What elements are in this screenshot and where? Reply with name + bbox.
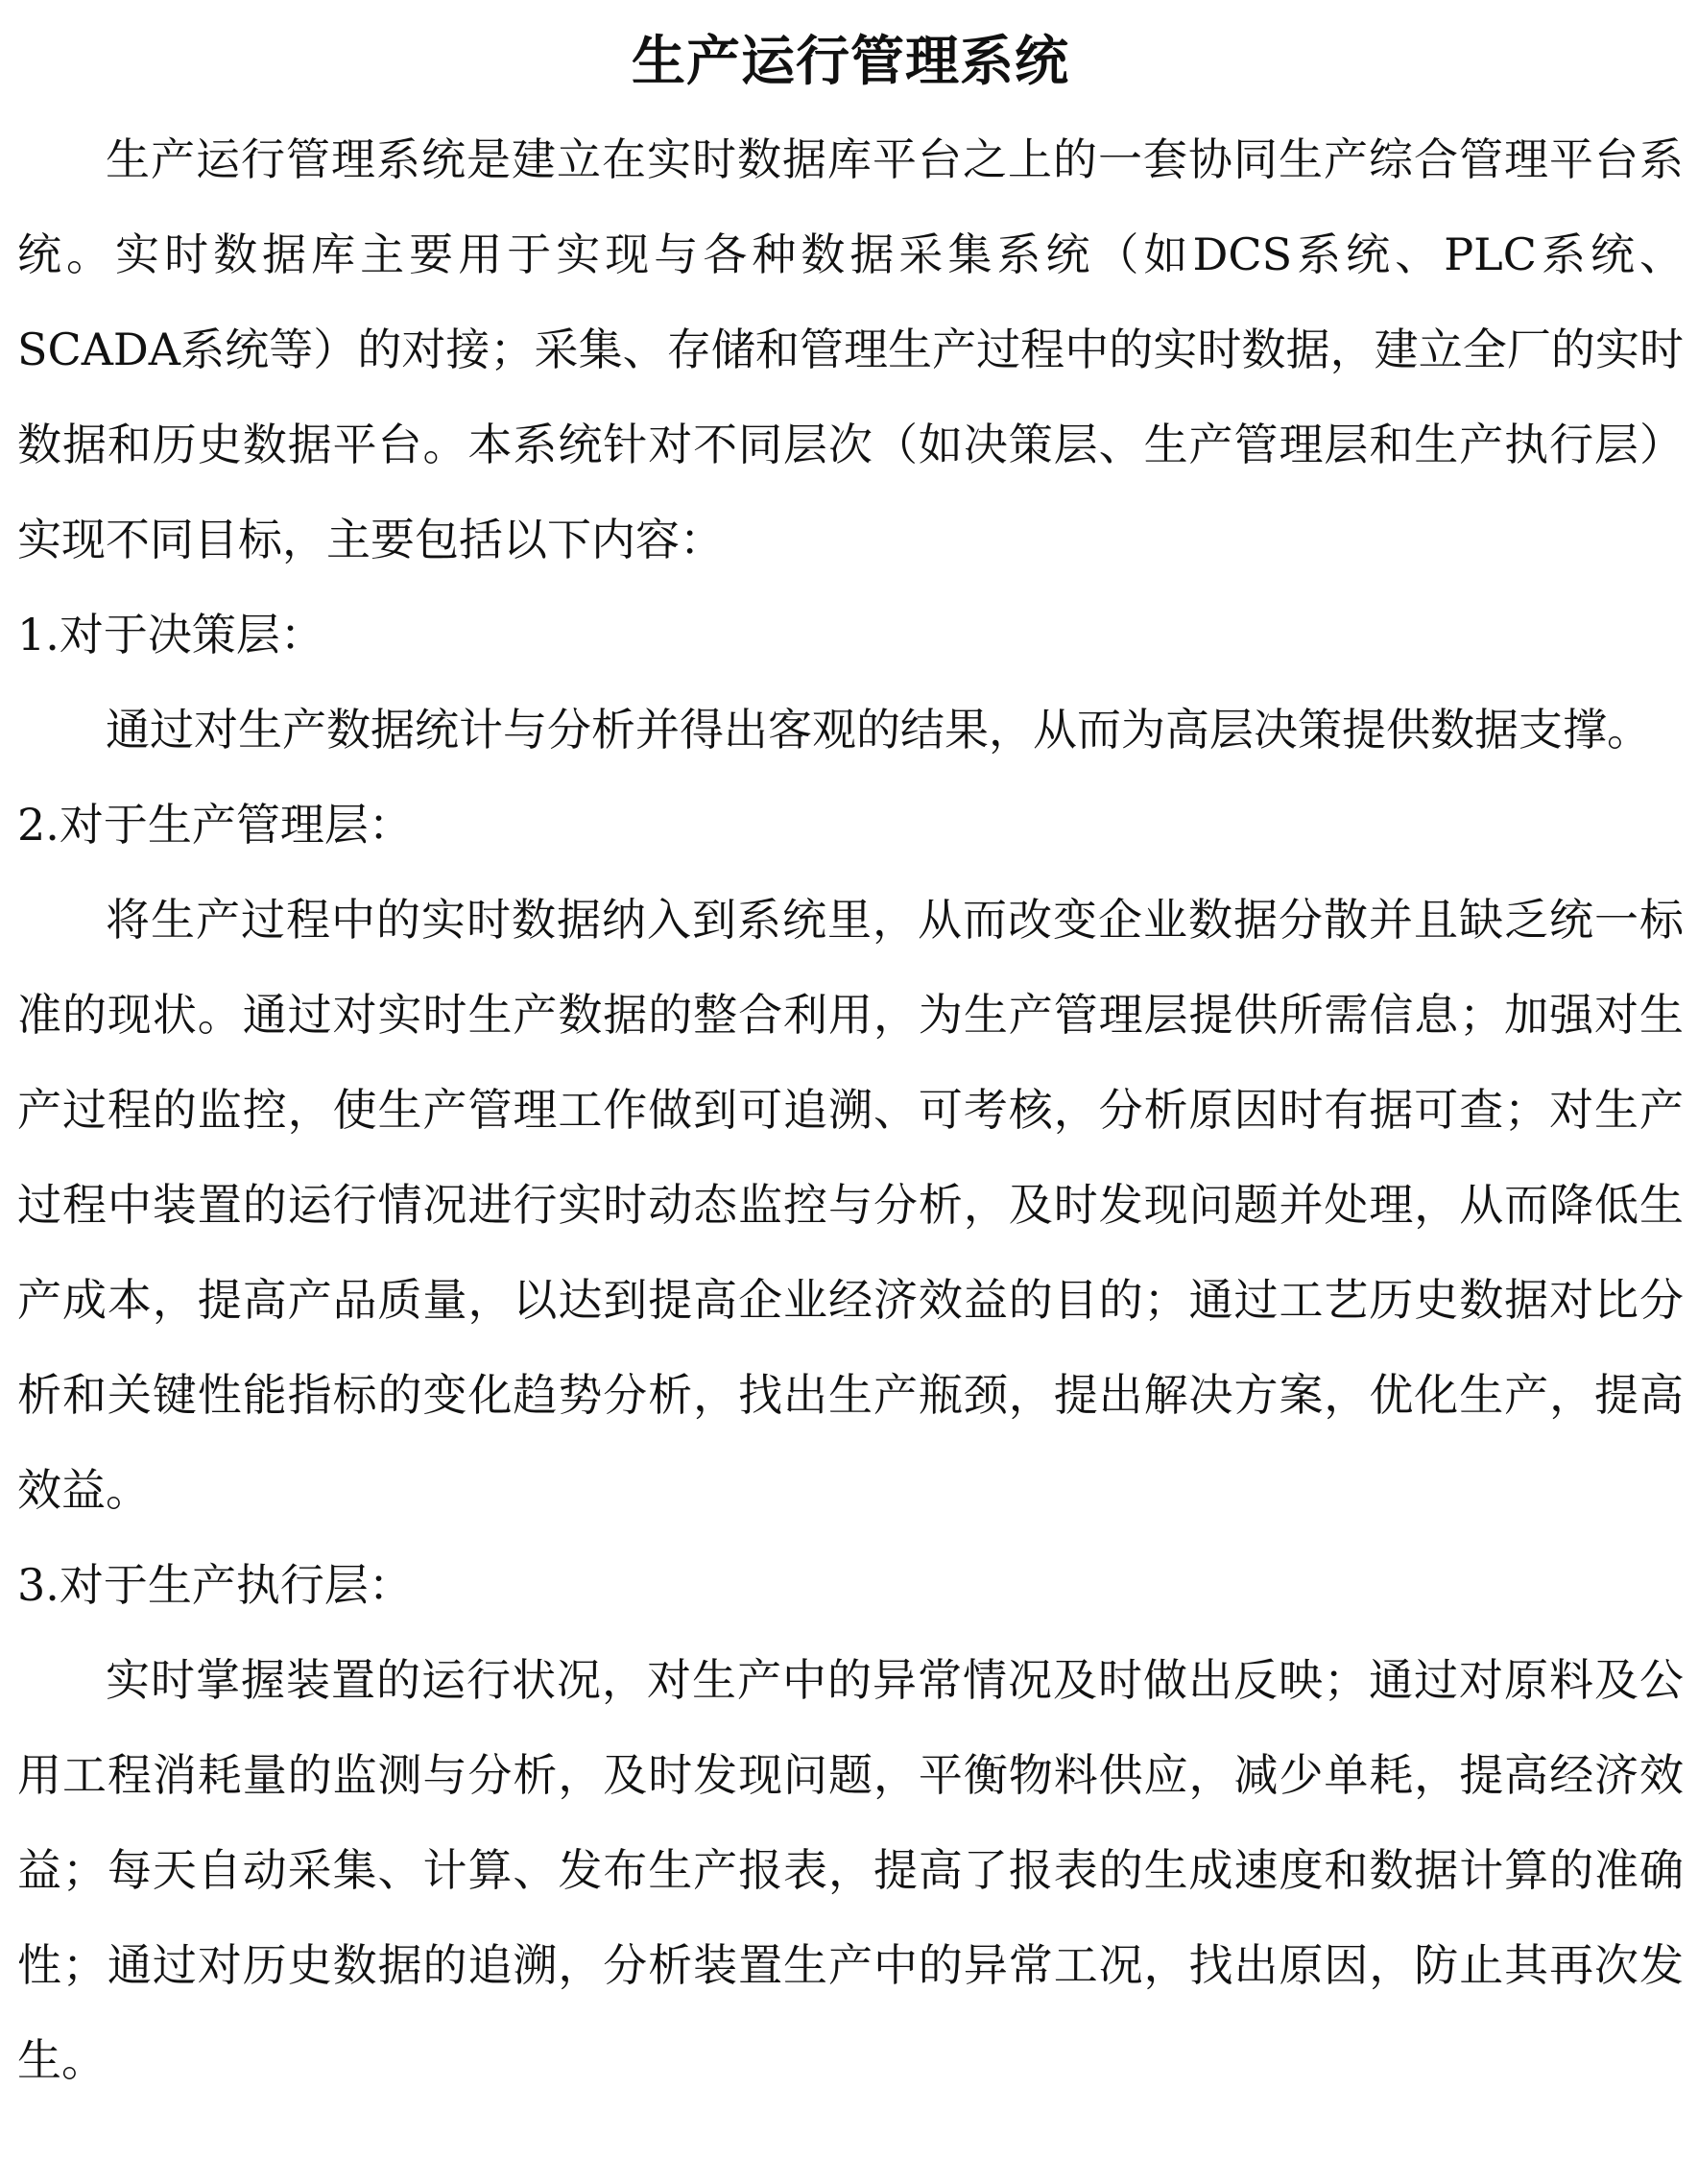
document-page bbox=[17, 0, 1684, 2184]
section-body-execution-layer: 实时掌握装置的运行状况，对生产中的异常情况及时做出反映；通过对原料及公用工程消耗量的监测与分析，及时发现问题，平衡物料供应，减少单耗，提高经济效益；每天自动采集、计算、发布生产报表，提高了报表的生成速度和数据计算的准确性；通过对历史数据的追溯，分析装置生产中的异常工况，找出原因，防止其再次发生。 bbox=[17, 1654, 1684, 2086]
document-title: 生产运行管理系统 bbox=[632, 30, 1069, 93]
intro-paragraph: 生产运行管理系统是建立在实时数据库平台之上的一套协同生产综合管理平台系统。实时数据库主要用于实现与各种数据采集系统（如DCS系统、PLC系统、SCADA系统等）的对接；采集、存储和管理生产过程中的实时数据，建立全厂的实时数据和历史数据平台。本系统针对不同层次（如决策层、生产管理层和生产执行层）实现不同目标，主要包括以下内容： bbox=[17, 133, 1684, 565]
section-heading-execution-layer: 3.对于生产执行层： bbox=[17, 1559, 413, 1611]
section-body-management-layer: 将生产过程中的实时数据纳入到系统里，从而改变企业数据分散并且缺乏统一标准的现状。通过对实时生产数据的整合利用，为生产管理层提供所需信息；加强对生产过程的监控，使生产管理工作做到可追溯、可考核，分析原因时有据可查；对生产过程中装置的运行情况进行实时动态监控与分析，及时发现问题并处理，从而降低生产成本，提高产品质量，以达到提高企业经济效益的目的；通过工艺历史数据对比分析和关键性能指标的变化趋势分析，找出生产瓶颈，提出解决方案，优化生产，提高效益。 bbox=[17, 894, 1684, 1516]
section-heading-decision-layer: 1.对于决策层： bbox=[17, 609, 324, 660]
section-body-decision-layer: 通过对生产数据统计与分析并得出客观的结果，从而为高层决策提供数据支撑。 bbox=[106, 704, 1651, 756]
section-heading-management-layer: 2.对于生产管理层： bbox=[17, 799, 413, 851]
